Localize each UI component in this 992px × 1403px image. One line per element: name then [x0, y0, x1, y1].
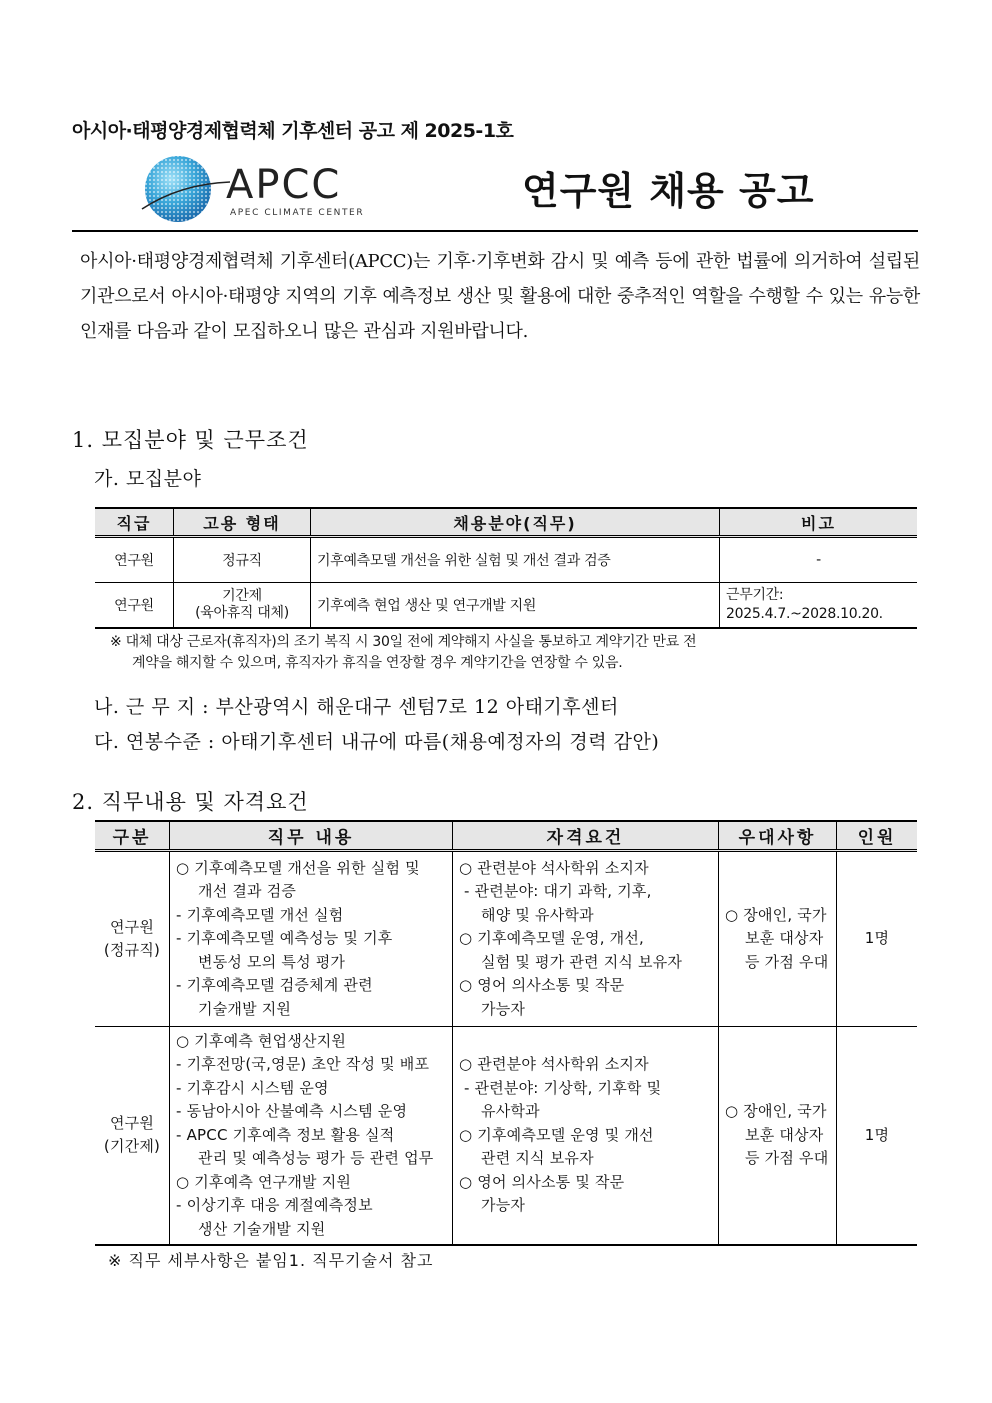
duty-line: 개선 결과 검증	[198, 882, 297, 901]
cell-note: -	[720, 537, 918, 583]
cell-category	[95, 851, 170, 1027]
duty-line: - 동남아시아 산불예측 시스템 운영	[176, 1102, 408, 1120]
qualification-line: - 관련분야: 대기 과학, 기후,	[459, 882, 652, 901]
cell-count: 1명	[837, 1027, 918, 1245]
header-type: 고용 형태	[174, 508, 311, 537]
header-grade: 직급	[95, 508, 174, 537]
section2-title: 2. 직무내용 및 자격요건	[72, 790, 309, 814]
cell-type-line1: 기간제	[222, 588, 262, 604]
duty-line: - APCC 기후예측 정보 활용 실적	[176, 1125, 395, 1144]
table-row	[95, 1027, 917, 1245]
qualification-line: ○ 관련분야 석사학위 소지자	[459, 1055, 649, 1073]
logo-subtitle: APEC CLIMATE CENTER	[230, 208, 365, 218]
duty-line: ○ 기후예측 연구개발 지원	[176, 1172, 352, 1191]
logo-name: APCC	[226, 162, 342, 208]
preference-line: ○ 장애인, 국가	[725, 1102, 827, 1120]
duty-line: 생산 기술개발 지원	[198, 1219, 326, 1238]
table-header-row	[95, 821, 917, 851]
duty-line: ○ 기후예측모델 개선을 위한 실험 및	[176, 858, 420, 877]
qualification-line: 해양 및 유사학과	[481, 905, 594, 924]
header-field: 채용분야(직무)	[311, 508, 720, 537]
header-qualifications: 자격요건	[453, 821, 719, 851]
qualification-line: 가능자	[481, 999, 526, 1018]
cell-grade: 연구원	[95, 537, 174, 583]
cell-preference	[719, 851, 837, 1027]
duty-line: - 기후예측모델 예측성능 및 기후	[176, 929, 393, 948]
recruitment-table	[95, 507, 917, 629]
duty-line: 기술개발 지원	[198, 999, 292, 1018]
cell-field: 기후예측모델 개선을 위한 실험 및 개선 결과 검증	[311, 537, 720, 583]
cell-duties	[170, 1027, 453, 1245]
duty-line: ○ 기후예측 현업생산지원	[176, 1031, 347, 1050]
cell-category-line1: 연구원	[109, 917, 155, 936]
duties-footnote: ※ 직무 세부사항은 붙임1. 직무기술서 참고	[108, 1251, 434, 1270]
qualification-line: ○ 관련분야 석사학위 소지자	[459, 858, 649, 877]
duty-line: 변동성 모의 특성 평가	[198, 952, 346, 971]
cell-type	[174, 583, 311, 629]
preference-line: 등 가점 우대	[745, 1149, 829, 1167]
notice-number: 아시아·태평양경제협력체 기후센터 공고 제 2025-1호	[72, 120, 514, 142]
cell-count: 1명	[837, 851, 918, 1027]
qualification-line: ○ 기후예측모델 운영, 개선,	[459, 929, 645, 948]
qualification-line: 실험 및 평가 관련 지식 보유자	[481, 952, 683, 971]
qualification-line: - 관련분야: 기상학, 기후학 및	[459, 1078, 662, 1097]
section1-sub-a: 가. 모집분야	[94, 468, 202, 490]
section1-sub-c: 다. 연봉수준 : 아태기후센터 내규에 따름(채용예정자의 경력 감안)	[94, 731, 660, 753]
qualification-line: 관련 지식 보유자	[481, 1149, 594, 1167]
cell-qualifications	[453, 851, 719, 1027]
cell-grade: 연구원	[95, 583, 174, 629]
cell-category	[95, 1027, 170, 1245]
contract-note	[110, 632, 910, 674]
qualification-line: 유사학과	[481, 1102, 540, 1120]
header-count: 인원	[837, 821, 918, 851]
preference-line: 보훈 대상자	[745, 1125, 824, 1144]
duty-line: - 기후전망(국,영문) 초안 작성 및 배포	[176, 1055, 430, 1073]
duty-line: - 이상기후 대응 계절예측정보	[176, 1196, 373, 1214]
intro-paragraph: 아시아·태평양경제협력체 기후센터(APCC)는 기후·기후변화 감시 및 예측 등에 관한 법률에 의거하여 설립된 기관으로서 아시아·태평양 지역의 기후 예측정보 생산 및 활용에 대한 중추적인 역할을 수행할 수 있는 유능한 인재를 다음과 같이 모집하오니 많은 관심과 지원바랍니다.	[80, 251, 920, 342]
cell-type: 정규직	[174, 537, 311, 583]
cell-category-line2: (기간제)	[103, 1137, 161, 1156]
section1-sub-b: 나. 근 무 지 : 부산광역시 해운대구 센텀7로 12 아태기후센터	[94, 696, 619, 718]
header-note: 비고	[720, 508, 918, 537]
preference-line: 등 가점 우대	[745, 952, 829, 971]
duty-line: - 기후예측모델 검증체계 관련	[176, 976, 373, 995]
cell-note-line1: 근무기간:	[726, 587, 784, 603]
header-duties: 직무 내용	[170, 821, 453, 851]
table-row	[95, 537, 917, 583]
table-row	[95, 851, 917, 1027]
header-category: 구분	[95, 821, 170, 851]
qualification-line: 가능자	[481, 1196, 526, 1214]
header-preference: 우대사항	[719, 821, 837, 851]
page-title: 연구원 채용 공고	[522, 169, 815, 213]
preference-line: 보훈 대상자	[745, 929, 824, 948]
table-header-row	[95, 508, 917, 537]
cell-duties	[170, 851, 453, 1027]
cell-qualifications	[453, 1027, 719, 1245]
cell-category-line1: 연구원	[109, 1113, 155, 1132]
duty-line: - 기후예측모델 개선 실험	[176, 905, 344, 924]
cell-category-line2: (정규직)	[103, 941, 161, 959]
duty-line: - 기후감시 시스템 운영	[176, 1078, 329, 1097]
table-row	[95, 583, 917, 629]
qualification-line: ○ 기후예측모델 운영 및 개선	[459, 1125, 654, 1144]
contract-note-line1: ※ 대체 대상 근로자(휴직자)의 조기 복직 시 30일 전에 계약해지 사실을 통보하고 계약기간 만료 전	[110, 634, 697, 650]
cell-note-line2: 2025.4.7.~2028.10.20.	[726, 606, 883, 622]
preference-line: ○ 장애인, 국가	[725, 905, 827, 924]
cell-field: 기후예측 현업 생산 및 연구개발 지원	[311, 583, 720, 629]
qualification-line: ○ 영어 의사소통 및 작문	[459, 1172, 625, 1191]
contract-note-line2: 계약을 해지할 수 있으며, 휴직자가 휴직을 연장할 경우 계약기간을 연장할 수 있음.	[132, 655, 623, 671]
qualification-line: ○ 영어 의사소통 및 작문	[459, 976, 625, 995]
cell-type-line2: (육아휴직 대체)	[195, 605, 289, 621]
section1-title: 1. 모집분야 및 근무조건	[72, 428, 309, 452]
title-divider	[72, 230, 918, 232]
cell-preference	[719, 1027, 837, 1245]
cell-note	[720, 583, 918, 629]
duty-line: 관리 및 예측성능 평가 등 관련 업무	[198, 1149, 434, 1167]
duties-table	[95, 820, 917, 1246]
